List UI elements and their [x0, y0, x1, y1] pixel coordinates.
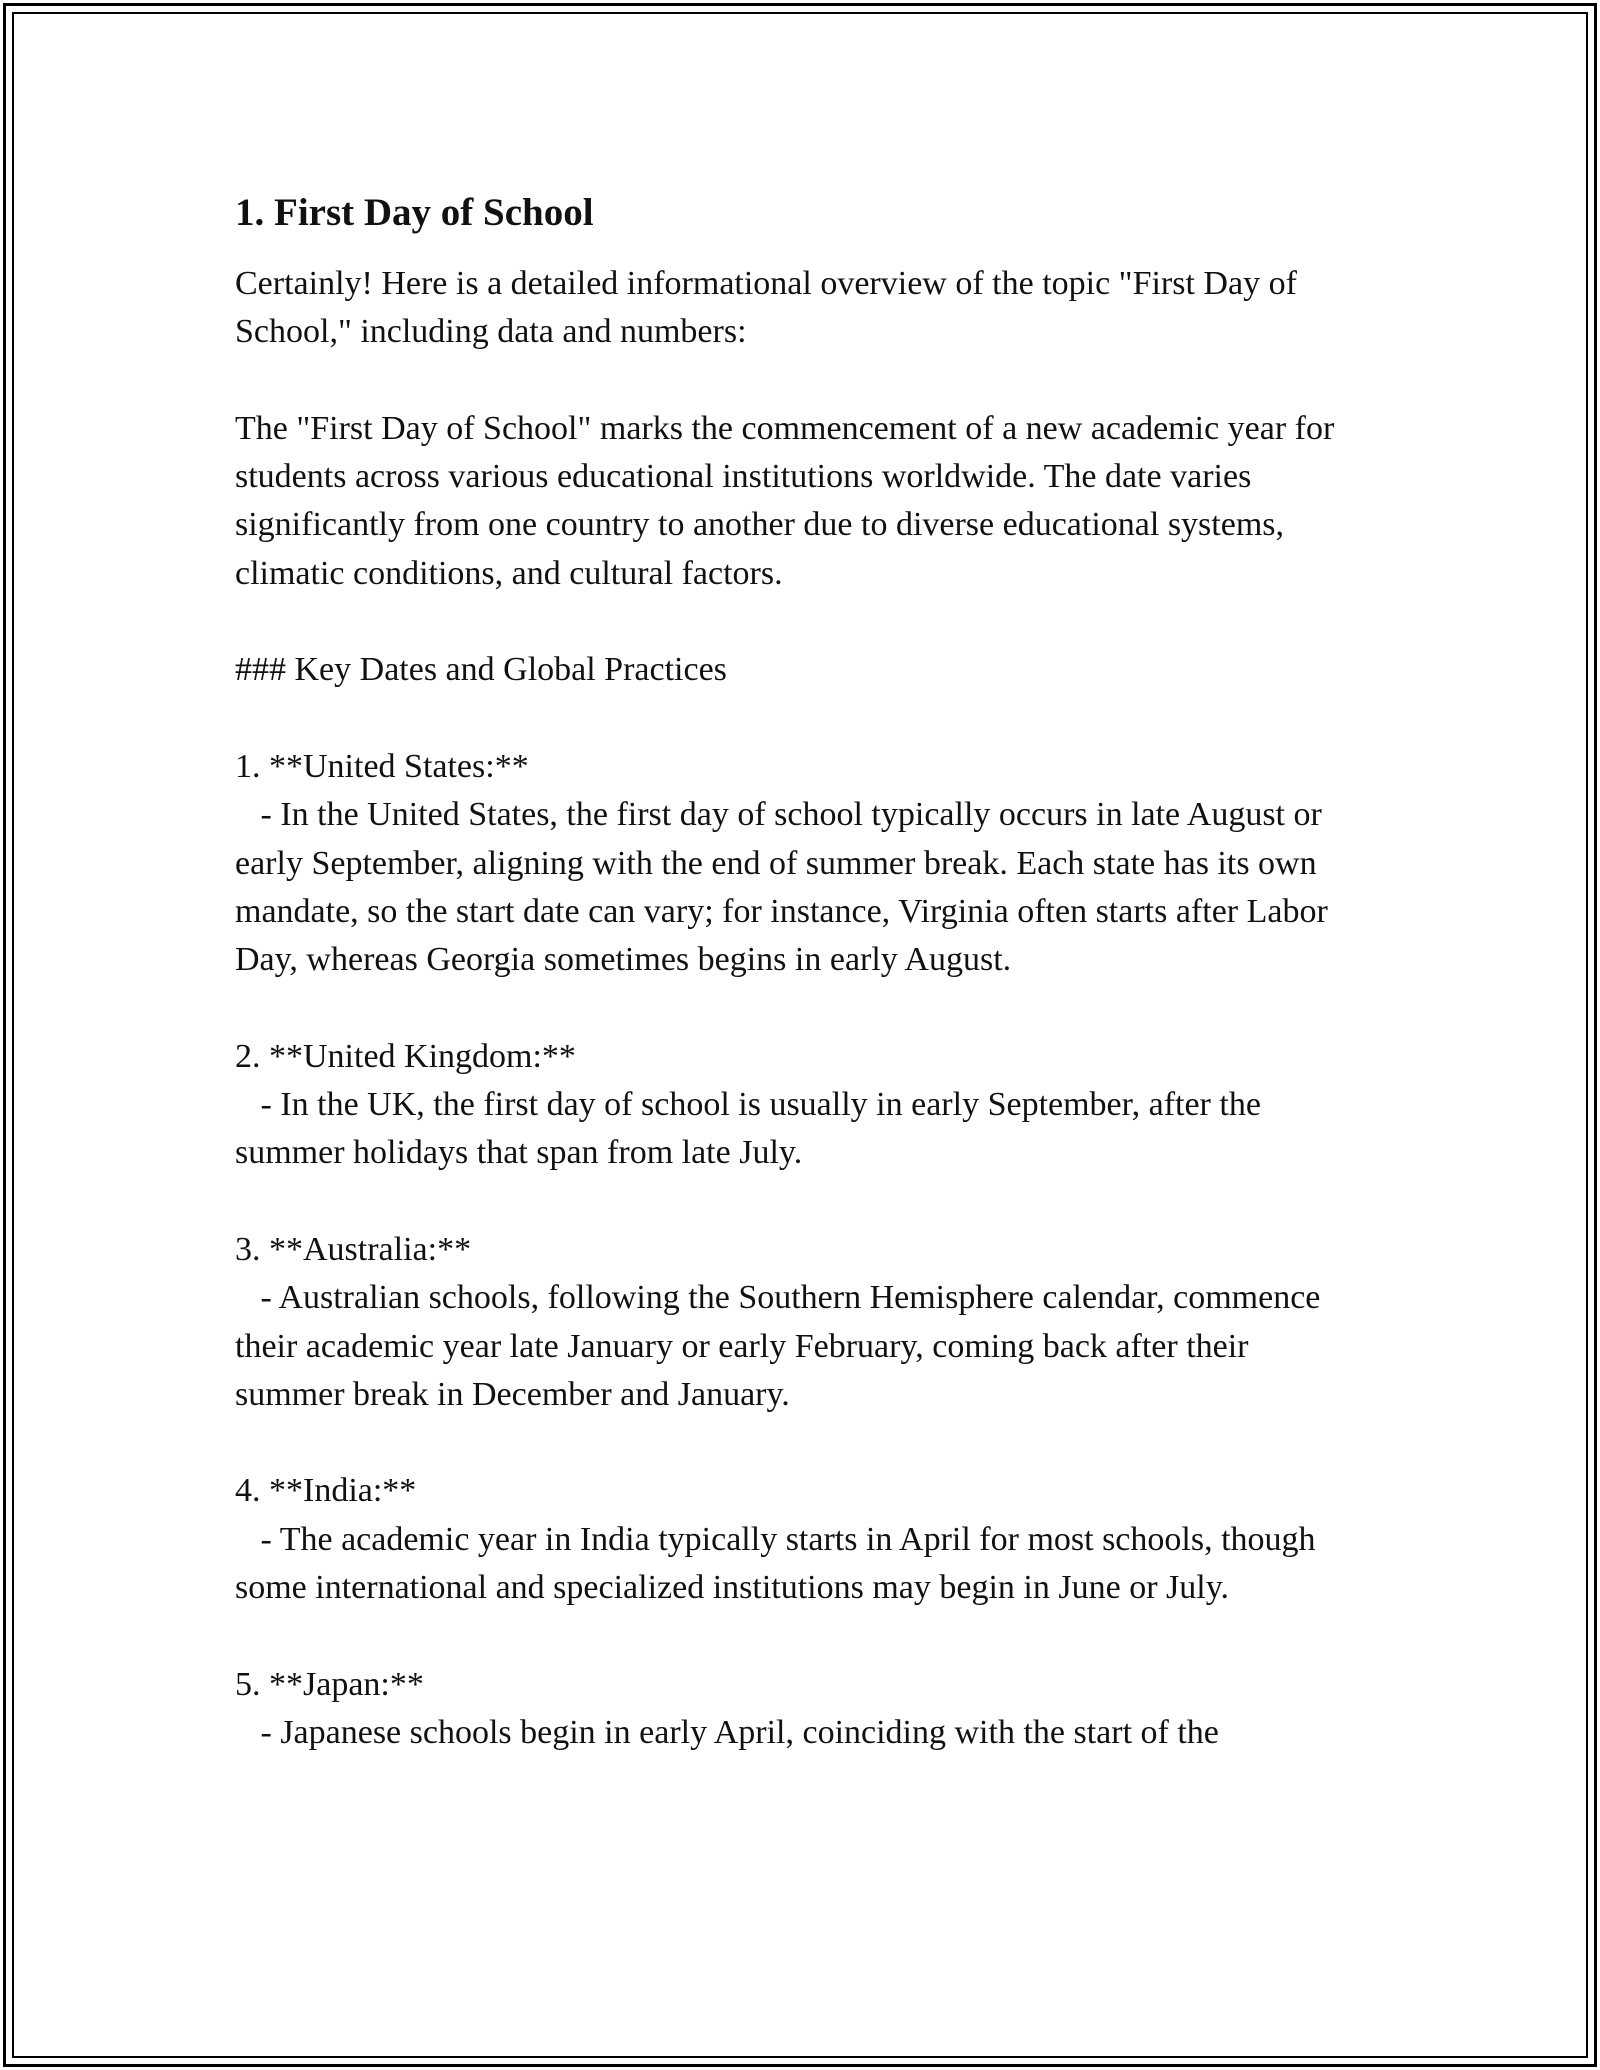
list-item-india: 4. **India:** - The academic year in India typically starts in April for most schools, though some international and specialized institutions may begin in June or July.: [235, 1472, 1316, 1607]
section-heading: ### Key Dates and Global Practices: [235, 651, 727, 689]
list-item-united-states: 1. **United States:** - In the United States, the first day of school typically occurs in late August or early September, aligning with the end of summer break. Each state has its own mandate, so the start date can vary; for instance, Virginia often starts after Labor Day, whereas Georgia sometimes begins in early August.: [235, 747, 1328, 979]
list-item-australia: 3. **Australia:** - Australian schools, following the Southern Hemisphere calendar, commence their academic year late January or early February, coming back after their summer break in December and January.: [235, 1230, 1321, 1413]
list-item-united-kingdom: 2. **United Kingdom:** - In the UK, the first day of school is usually in early September, after the summer holidays that span from late July.: [235, 1037, 1261, 1172]
overview-paragraph: The "First Day of School" marks the commencement of a new academic year for students across various educational institutions worldwide. The date varies significantly from one country to another due to diverse educational systems, climatic conditions, and cultural factors.: [235, 409, 1343, 592]
document-body: [235, 186, 1365, 1757]
document-title: 1. First Day of School: [235, 191, 594, 234]
intro-paragraph: Certainly! Here is a detailed informational overview of the topic "First Day of School," including data and numbers:: [235, 265, 1306, 351]
list-item-japan: 5. **Japan:** - Japanese schools begin in early April, coinciding with the start of the: [235, 1665, 1219, 1751]
